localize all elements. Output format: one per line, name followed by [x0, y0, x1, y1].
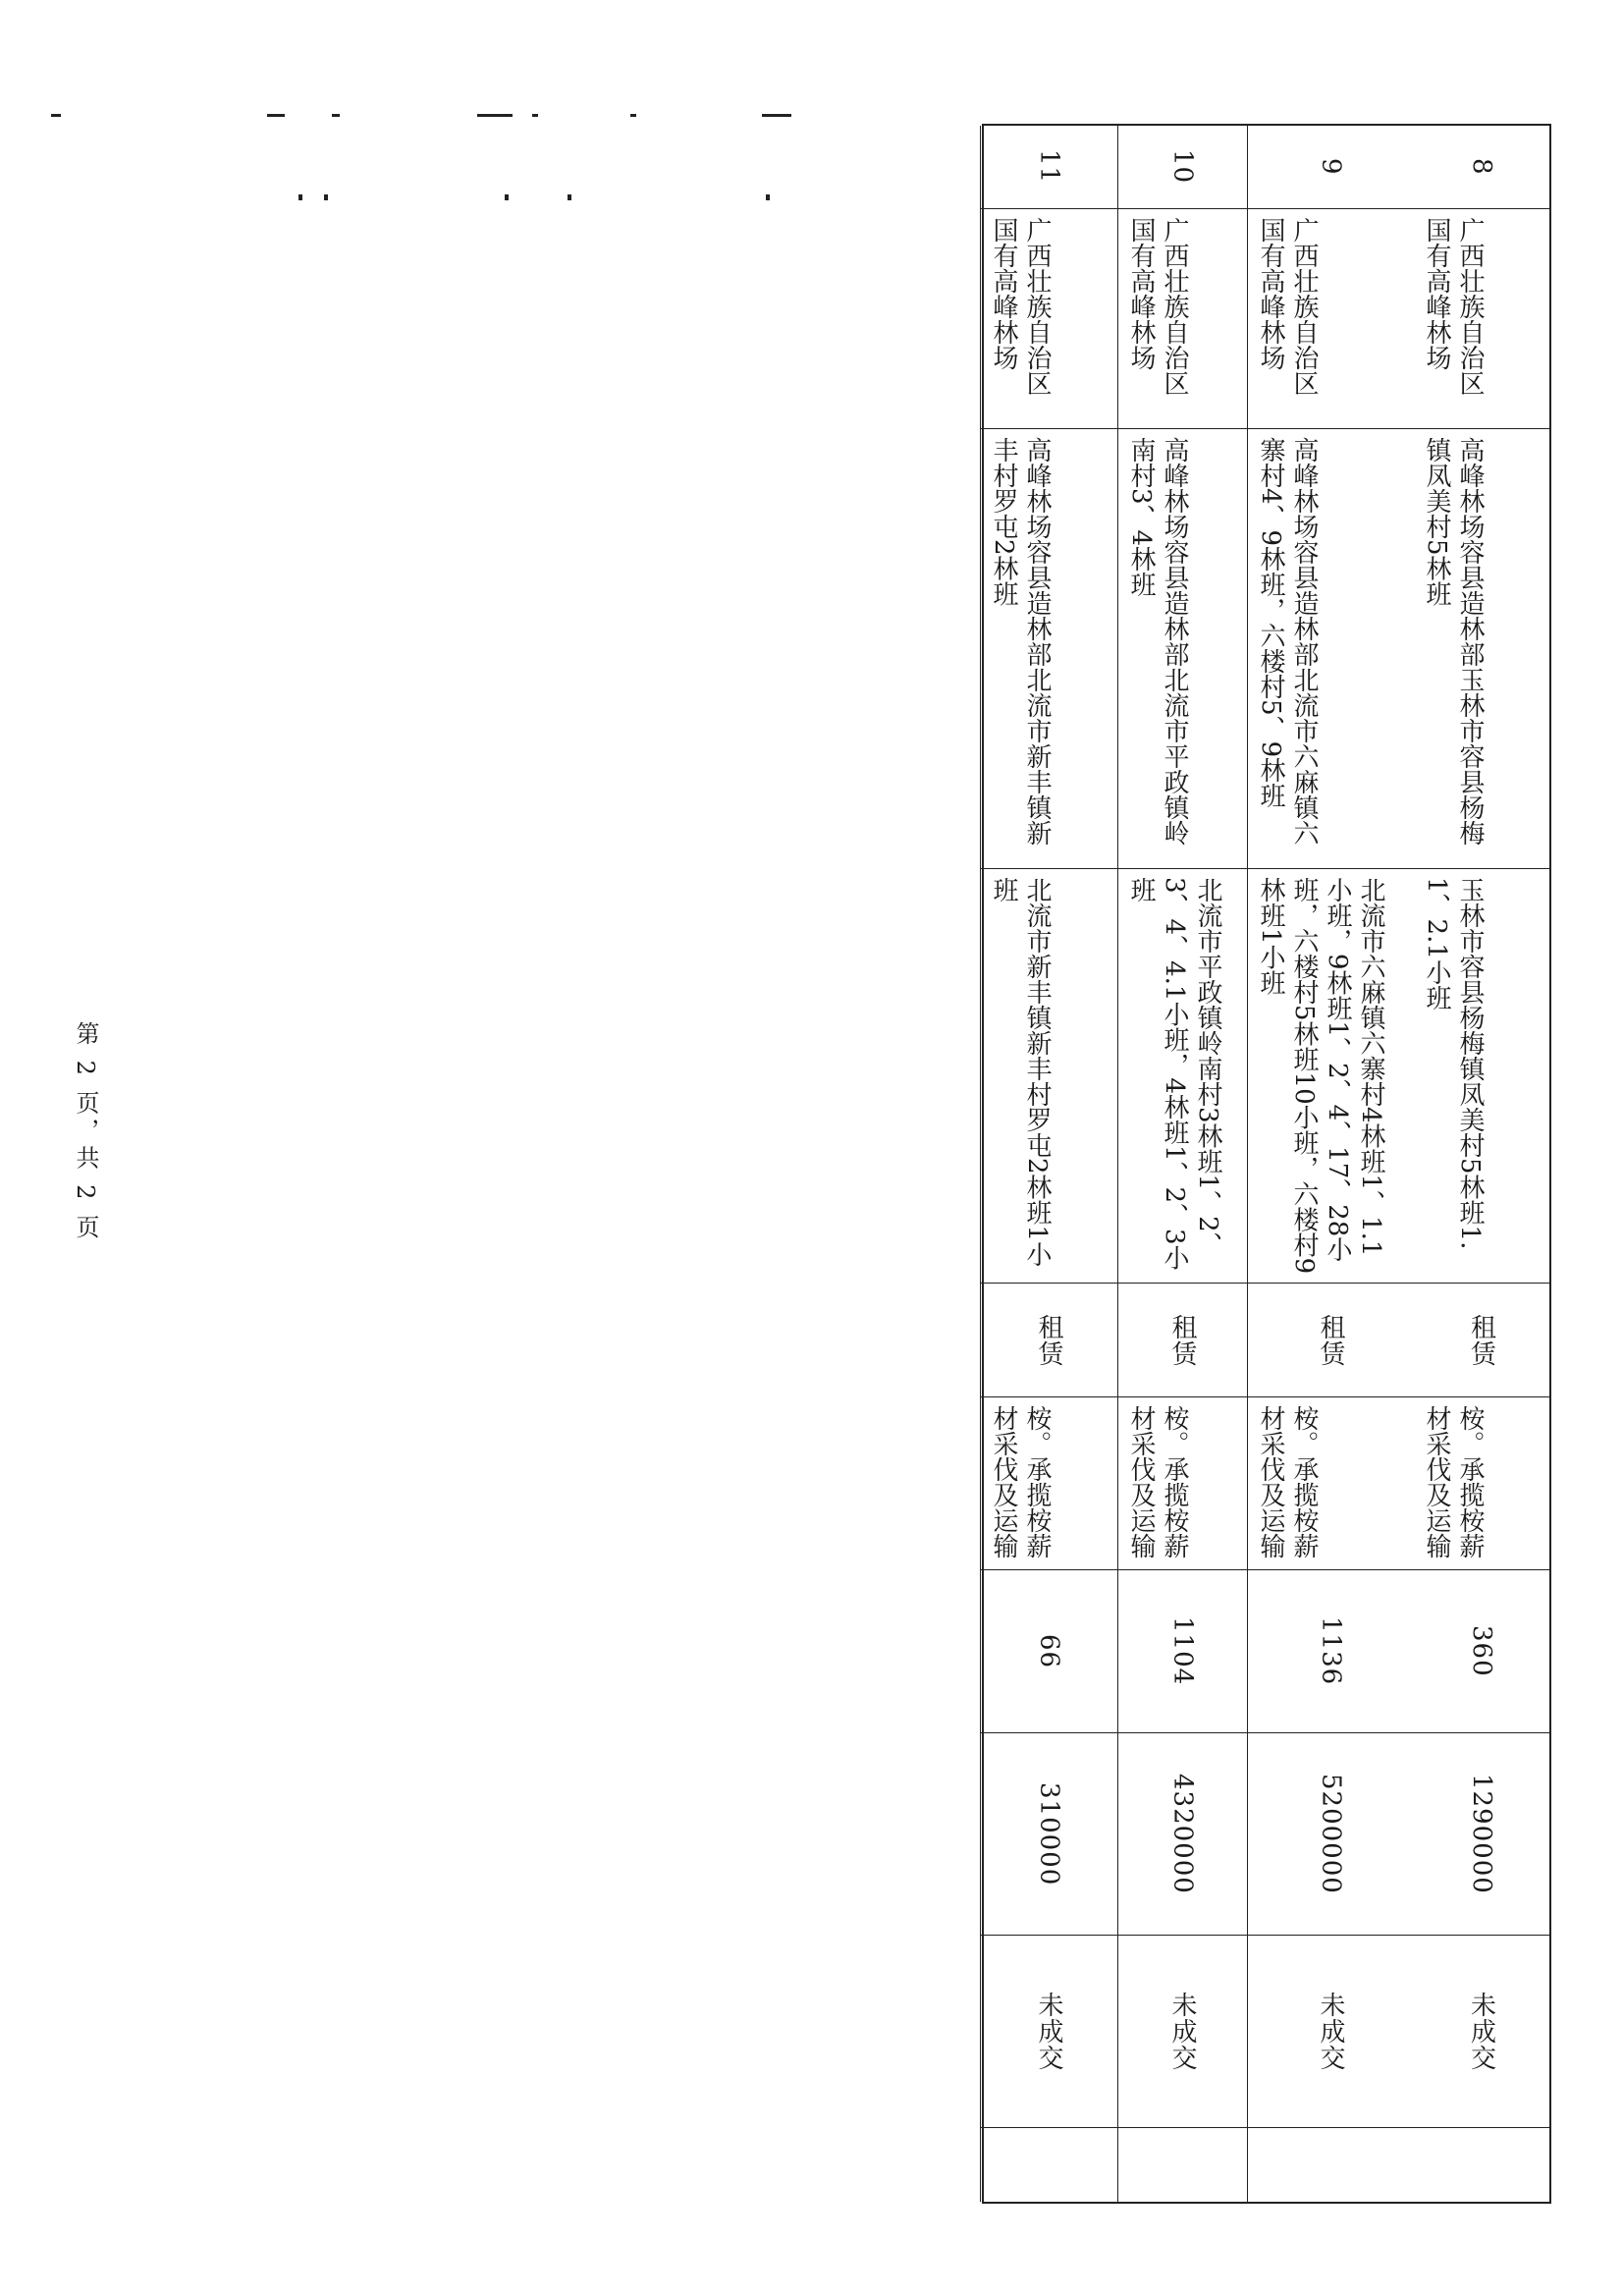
purpose-cell [1248, 1396, 1414, 1569]
location-cell-text: 北流市新丰镇新丰村罗屯2林班1小班 [989, 877, 1052, 1268]
status-cell [1414, 1935, 1549, 2127]
amount-cell [1118, 1732, 1247, 1935]
project-name-cell-text: 高峰林场容县造林部北流市新丰镇新丰村罗屯2林班 [989, 437, 1052, 846]
scan-mark [532, 114, 538, 117]
transfer-type-cell [1414, 1283, 1549, 1396]
status-cell [1118, 1935, 1247, 2127]
note-cell [981, 2127, 1117, 2202]
location-cell [981, 868, 1117, 1283]
note-cell [1248, 2127, 1414, 2202]
auction-results-table [982, 124, 1551, 2204]
note-cell-text [981, 2128, 1117, 2202]
status-cell-text: 未成交 [1034, 1992, 1063, 2071]
amount-cell [981, 1732, 1117, 1935]
location-cell [1248, 868, 1414, 1283]
scan-mark [762, 114, 791, 117]
note-cell-text [1248, 2128, 1414, 2202]
note-cell [1118, 2127, 1247, 2202]
transfer-type-cell-text: 租赁 [1466, 1313, 1496, 1367]
purpose-cell-text: 桉。承揽桉薪材采伐及运输 [1422, 1405, 1485, 1558]
amount-cell-text: 5200000 [1316, 1774, 1346, 1894]
row-number [981, 126, 1117, 208]
scan-mark [324, 194, 328, 200]
transfer-type-cell-text: 租赁 [1034, 1313, 1063, 1367]
area-cell-text: 66 [1034, 1633, 1064, 1669]
table-row [1117, 126, 1247, 2202]
owner-cell [981, 208, 1117, 428]
table-row [980, 126, 1117, 2202]
scan-mark [766, 194, 770, 200]
note-cell-text [1414, 2128, 1549, 2202]
owner-cell [1414, 208, 1549, 428]
row-number-text: 8 [1467, 158, 1496, 176]
project-name-cell [1248, 428, 1414, 868]
status-cell-text: 未成交 [1167, 1992, 1197, 2071]
owner-cell-text: 广西壮族自治区国有高峰林场 [1126, 217, 1189, 396]
status-cell-text: 未成交 [1466, 1992, 1496, 2071]
scan-mark [298, 194, 302, 200]
scan-mark [568, 194, 571, 200]
row-number-text: 11 [1034, 149, 1064, 185]
amount-cell [1414, 1732, 1549, 1935]
amount-cell-text: 1290000 [1467, 1774, 1496, 1894]
owner-cell-text: 广西壮族自治区国有高峰林场 [1256, 217, 1319, 396]
scan-mark [267, 114, 285, 117]
transfer-type-cell [981, 1283, 1117, 1396]
transfer-type-cell [1118, 1283, 1247, 1396]
location-cell-text: 北流市平政镇岭南村3林班1、2、3、4、4.1小班，4林班1、2、3小班 [1126, 877, 1222, 1271]
location-cell-text: 玉林市容县杨梅镇凤美村5林班1.1、2.1小班 [1422, 877, 1485, 1250]
row-number [1248, 126, 1414, 208]
project-name-cell [981, 428, 1117, 868]
note-cell-text [1118, 2128, 1247, 2202]
location-cell [1118, 868, 1247, 1283]
project-name-cell [1118, 428, 1247, 868]
transfer-type-cell-text: 租赁 [1167, 1313, 1197, 1367]
purpose-cell [1118, 1396, 1247, 1569]
status-cell [981, 1935, 1117, 2127]
status-cell-text: 未成交 [1316, 1992, 1345, 2071]
area-cell [1414, 1569, 1549, 1732]
scan-mark [630, 114, 636, 117]
page-number-footer: 第 2 页，共 2 页 [72, 1021, 99, 1243]
area-cell [1118, 1569, 1247, 1732]
amount-cell-text: 4320000 [1167, 1774, 1198, 1894]
row-number-text: 9 [1316, 158, 1346, 176]
scan-mark [51, 114, 61, 117]
area-cell-text: 1136 [1316, 1616, 1346, 1686]
purpose-cell [981, 1396, 1117, 1569]
status-cell [1248, 1935, 1414, 2127]
owner-cell [1118, 208, 1247, 428]
row-number [1118, 126, 1247, 208]
area-cell [981, 1569, 1117, 1732]
project-name-cell-text: 高峰林场容县造林部北流市六麻镇六寨村4、9林班，六楼村5、9林班 [1256, 437, 1319, 846]
location-cell [1414, 868, 1549, 1283]
area-cell-text: 360 [1467, 1625, 1496, 1677]
purpose-cell-text: 桉。承揽桉薪材采伐及运输 [989, 1405, 1052, 1558]
purpose-cell-text: 桉。承揽桉薪材采伐及运输 [1256, 1405, 1319, 1558]
scan-mark [332, 114, 340, 117]
transfer-type-cell-text: 租赁 [1316, 1313, 1345, 1367]
owner-cell [1248, 208, 1414, 428]
scan-mark [505, 194, 509, 200]
purpose-cell [1414, 1396, 1549, 1569]
project-name-cell-text: 高峰林场容县造林部北流市平政镇岭南村3、4林班 [1126, 437, 1189, 846]
table-row [1414, 126, 1549, 2202]
project-name-cell-text: 高峰林场容县造林部玉林市容县杨梅镇凤美村5林班 [1422, 437, 1485, 846]
owner-cell-text: 广西壮族自治区国有高峰林场 [989, 217, 1052, 396]
scan-mark [477, 114, 513, 117]
owner-cell-text: 广西壮族自治区国有高峰林场 [1422, 217, 1485, 396]
row-number-text: 10 [1167, 149, 1198, 185]
purpose-cell-text: 桉。承揽桉薪材采伐及运输 [1126, 1405, 1189, 1558]
transfer-type-cell [1248, 1283, 1414, 1396]
project-name-cell [1414, 428, 1549, 868]
area-cell-text: 1104 [1167, 1616, 1198, 1686]
row-number [1414, 126, 1549, 208]
note-cell [1414, 2127, 1549, 2202]
amount-cell [1248, 1732, 1414, 1935]
table-row [1247, 126, 1414, 2202]
location-cell-text: 北流市六麻镇六寨村4林班1、1.1小班，9林班1、2、4、17、28小班，六楼村5林班10小班，六楼村9林班1小班 [1256, 877, 1385, 1275]
area-cell [1248, 1569, 1414, 1732]
amount-cell-text: 310000 [1034, 1781, 1064, 1886]
